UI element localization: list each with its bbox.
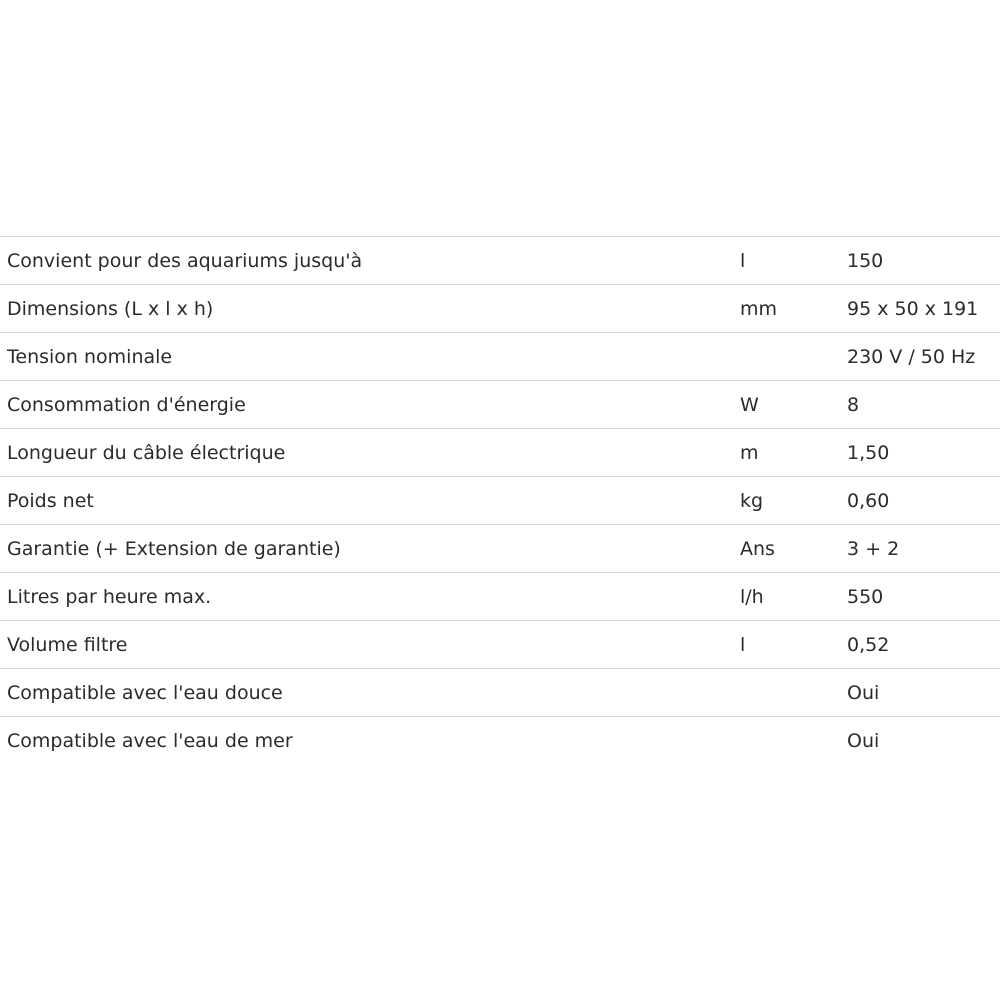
spec-row-saltwater xyxy=(0,717,1000,765)
spec-label: Dimensions (L x l x h) xyxy=(0,285,731,333)
spec-unit: kg xyxy=(731,477,839,525)
spec-row-power-consumption xyxy=(0,381,1000,429)
spec-value: 0,52 xyxy=(839,621,1000,669)
spec-unit: mm xyxy=(731,285,839,333)
spec-unit xyxy=(731,717,839,765)
spec-label: Litres par heure max. xyxy=(0,573,731,621)
spec-label: Compatible avec l'eau douce xyxy=(0,669,731,717)
spec-row-filter-volume xyxy=(0,621,1000,669)
spec-value: 550 xyxy=(839,573,1000,621)
spec-row-voltage xyxy=(0,333,1000,381)
spec-table xyxy=(0,236,1000,765)
spec-unit xyxy=(731,333,839,381)
spec-unit: l xyxy=(731,237,839,285)
spec-row-freshwater xyxy=(0,669,1000,717)
spec-value: Oui xyxy=(839,717,1000,765)
spec-value: 0,60 xyxy=(839,477,1000,525)
spec-row-max-flow xyxy=(0,573,1000,621)
spec-value: 150 xyxy=(839,237,1000,285)
spec-unit: Ans xyxy=(731,525,839,573)
spec-label: Convient pour des aquariums jusqu'à xyxy=(0,237,731,285)
spec-label: Longueur du câble électrique xyxy=(0,429,731,477)
spec-value: 3 + 2 xyxy=(839,525,1000,573)
spec-label: Volume filtre xyxy=(0,621,731,669)
spec-row-aquarium-capacity xyxy=(0,237,1000,285)
spec-row-cable-length xyxy=(0,429,1000,477)
spec-unit: l xyxy=(731,621,839,669)
spec-unit: l/h xyxy=(731,573,839,621)
spec-unit xyxy=(731,669,839,717)
spec-label: Compatible avec l'eau de mer xyxy=(0,717,731,765)
spec-value: 95 x 50 x 191 xyxy=(839,285,1000,333)
spec-label: Poids net xyxy=(0,477,731,525)
spec-value: 1,50 xyxy=(839,429,1000,477)
spec-unit: m xyxy=(731,429,839,477)
spec-row-net-weight xyxy=(0,477,1000,525)
spec-unit: W xyxy=(731,381,839,429)
spec-value: Oui xyxy=(839,669,1000,717)
spec-label: Tension nominale xyxy=(0,333,731,381)
spec-row-warranty xyxy=(0,525,1000,573)
spec-value: 8 xyxy=(839,381,1000,429)
spec-value: 230 V / 50 Hz xyxy=(839,333,1000,381)
spec-label: Garantie (+ Extension de garantie) xyxy=(0,525,731,573)
spec-label: Consommation d'énergie xyxy=(0,381,731,429)
spec-row-dimensions xyxy=(0,285,1000,333)
